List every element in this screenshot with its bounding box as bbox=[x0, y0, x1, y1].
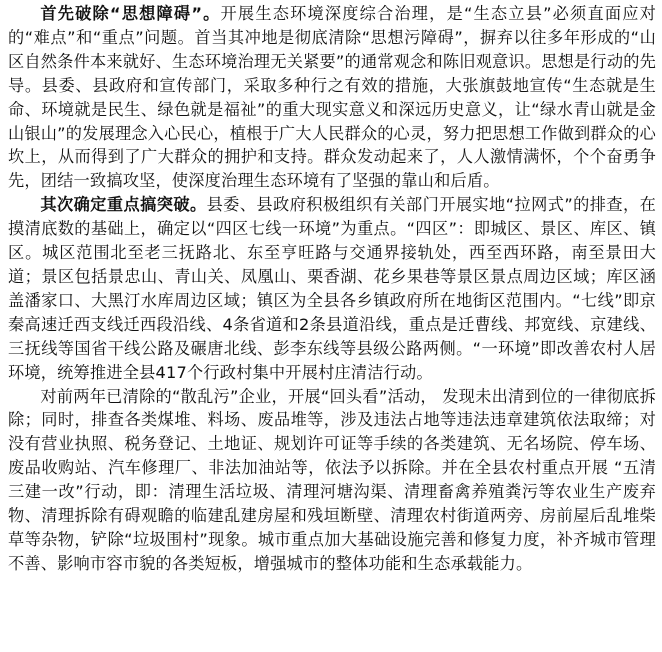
paragraph-3 bbox=[8, 385, 656, 576]
paragraph-2-body: 县委、县政府积极组织有关部门开展实地“拉网式”的排查，在摸清底数的基础上，确定以“四区七线一环境”为重点。“四区”：即城区、景区、库区、镇区。城区范围北至老三抚路北、东至亨旺路与交通界接轨处，西至西环路，南至景田大道；景区包括景忠山、青山关、凤凰山、栗香湖、花乡果巷等景区景点周边区域；库区涵盖潘家口、大黑汀水库周边区域；镇区为全县各乡镇政府所在地街区范围内。“七线”即京秦高速迁西支线迁西段沿线、4条省道和2条县道沿线，重点是迁曹线、邦宽线、京建线、三抚线等国省干线公路及碾唐北线、彭李东线等县级公路两侧。“一环境”即改善农村人居环境，统筹推进全县417个行政村集中开展村庄清洁行动。 bbox=[8, 195, 656, 382]
paragraph-1-body: 开展生态环境深度综合治理，是“生态立县”必须直面应对的“难点”和“重点”问题。首当其冲地是彻底清除“思想污障碍”，摒弃以往多年形成的“山区自然条件本来就好、生态环境治理无关紧要”的通常观念和陈旧观意识。思想是行动的先导。县委、县政府和宣传部门，采取多种行之有效的措施，大张旗鼓地宣传“生态就是生命、环境就是民生、绿色就是福祉”的重大现实意义和深远历史意义，让“绿水青山就是金山银山”的发展理念入心民心，植根于广大人民群众的心灵，努力把思想工作做到群众的心坎上，从而得到了广大群众的拥护和支持。群众发动起来了，人人激情满怀，个个奋勇争先，团结一致搞攻坚，使深度治理生态环境有了坚强的靠山和后盾。 bbox=[8, 4, 656, 191]
paragraph-2-lead: 其次确定重点搞突破。 bbox=[40, 195, 207, 215]
paragraph-3-body: 对前两年已清除的“散乱污”企业，开展“回头看”活动， 发现未出清到位的一律彻底拆除；同时，排查各类煤堆、料场、废品堆等，涉及违法占地等违法违章建筑依法取缔；对没有营业执照、税务登记、土地证、规划许可证等手续的各类建筑、无名场院、停车场、废品收购站、汽车修理厂、非法加油站等，依法予以拆除。并在全县农村重点开展 “五清三建一改”行动，即：清理生活垃圾、清理河塘沟渠、清理畜禽养殖粪污等农业生产废弃物、清理拆除有碍观瞻的临建乱建房屋和残垣断壁、清理农村街道两旁、房前屋后乱堆柴草等杂物，铲除“垃圾围村”现象。城市重点加大基础设施完善和修复力度，补齐城市管理不善、影响市容市貌的各类短板，增强城市的整体功能和生态承载能力。 bbox=[8, 386, 656, 573]
paragraph-2 bbox=[8, 193, 656, 384]
paragraph-1-lead: 首先破除“思想障碍”。 bbox=[40, 4, 221, 23]
paragraph-1 bbox=[8, 2, 656, 193]
